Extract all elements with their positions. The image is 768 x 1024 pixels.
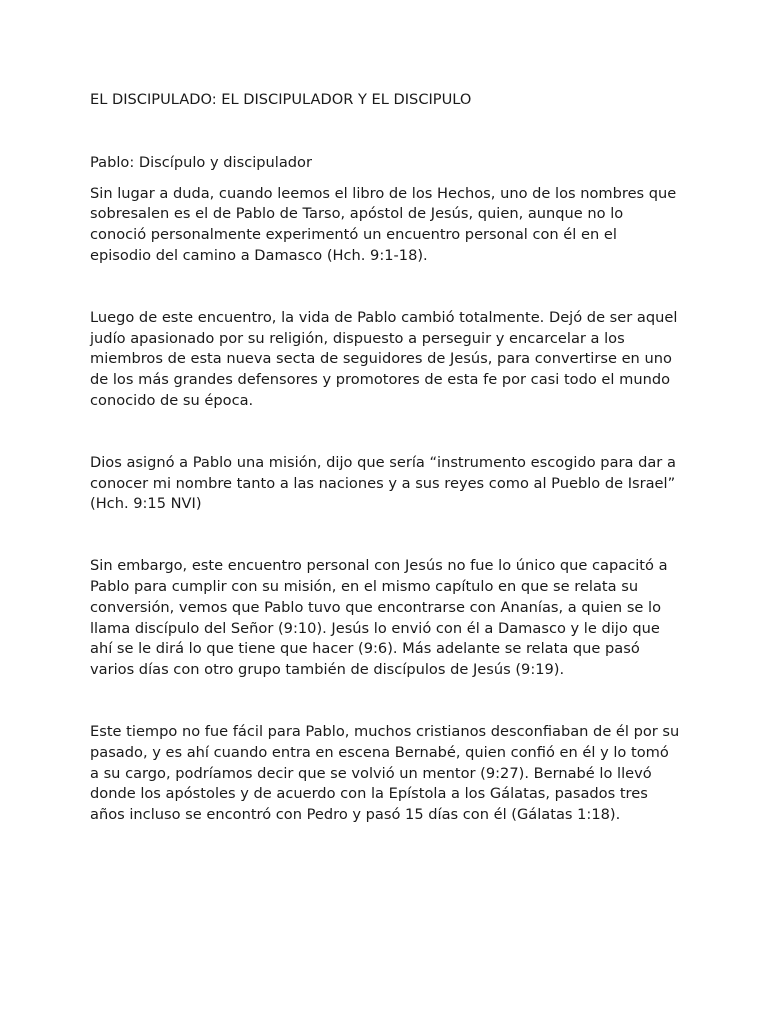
paragraph-1: Sin lugar a duda, cuando leemos el libro de los Hechos, uno de los nombres que sobresalen es el de Pablo de Tarso, apóstol de Jesús, quien, aunque no lo conoció personalmente experimentó un encuentro personal con él en el episodio del camino a Damasco (Hch. 9:1-18). [90, 184, 677, 264]
document-title: EL DISCIPULADO: EL DISCIPULADOR Y EL DISCIPULO [90, 91, 472, 108]
paragraph-3: Dios asignó a Pablo una misión, dijo que sería “instrumento escogido para dar a conocer mi nombre tanto a las naciones y a sus reyes como al Pueblo de Israel” (Hch. 9:15 NVI) [90, 453, 676, 513]
paragraph-4: Sin embargo, este encuentro personal con Jesús no fue lo único que capacitó a Pablo para cumplir con su misión, en el mismo capítulo en que se relata su conversión, vemos que Pablo tuvo que encontrarse con Ananías, a quien se lo llama discípulo del Señor (9:10). Jesús lo envió con él a Damasco y le dijo que ahí se le dirá lo que tiene que hacer (9:6). Más adelante se relata que pasó varios días con otro grupo también de discípulos de Jesús (9:19). [90, 557, 668, 679]
paragraph-5: Este tiempo no fue fácil para Pablo, muchos cristianos desconfiaban de él por su pasado, y es ahí cuando entra en escena Bernabé, quien confió en él y lo tomó a su cargo, podríamos decir que se volvió un mentor (9:27). Bernabé lo llevó donde los apóstoles y de acuerdo con la Epístola a los Gálatas, pasados tres años incluso se encontró con Pedro y pasó 15 días con él (Gálatas 1:18). [90, 722, 680, 824]
section-title: Pablo: Discípulo y discipulador [90, 153, 312, 171]
paragraph-2: Luego de este encuentro, la vida de Pablo cambió totalmente. Dejó de ser aquel judío apasionado por su religión, dispuesto a perseguir y encarcelar a los miembros de esta nueva secta de seguidores de Jesús, para convertirse en uno de los más grandes defensores y promotores de esta fe por casi todo el mundo conocido de su época. [90, 308, 678, 409]
document-body [90, 90, 680, 826]
